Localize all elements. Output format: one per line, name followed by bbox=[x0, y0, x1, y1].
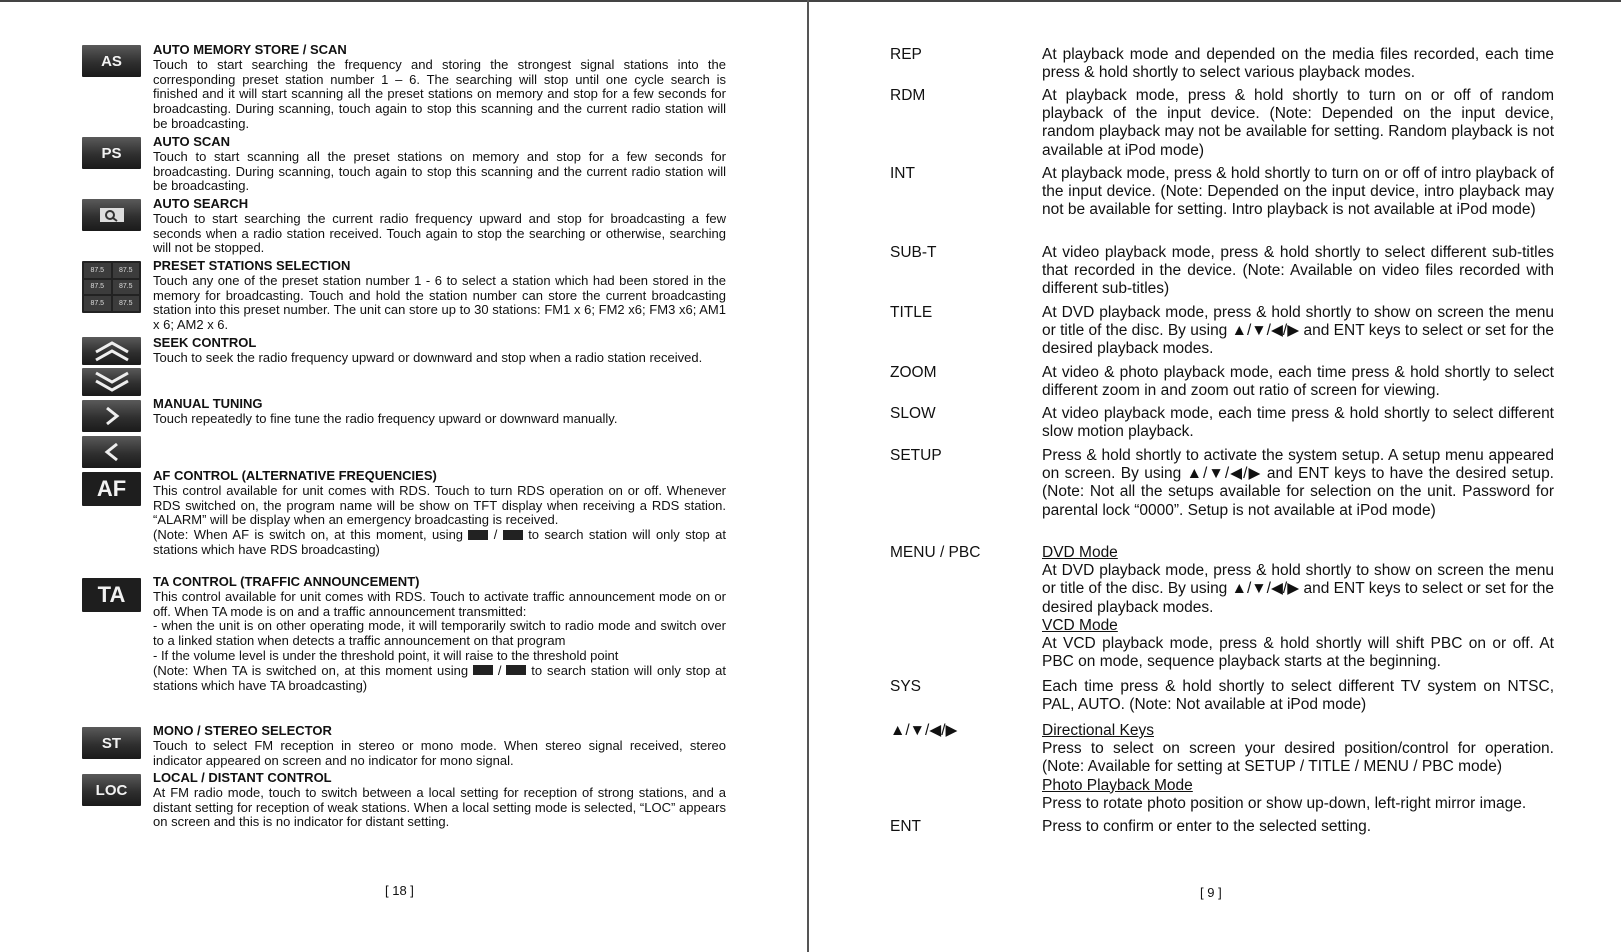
entry-text: Touch to select FM reception in stereo or mono mode. When stereo signal received, stereo indicator appeared on screen and no indicator for mono signal. bbox=[153, 737, 726, 768]
preset-label: 87.5 bbox=[84, 296, 111, 311]
row-desc bbox=[1042, 544, 1554, 671]
entry-title: MANUAL TUNING bbox=[153, 396, 263, 411]
entry-text: Touch to start scanning all the preset stations on memory and stop for a few seconds for broadcasting. During scanning, touch again to stop this scanning and the current radio station will be broadcasting. bbox=[153, 148, 726, 194]
row-text: Press to select on screen your desired position/control for operation. (Note: Available for setting at SETUP / TITLE / MENU / PBC mode) bbox=[1042, 740, 1554, 776]
row-desc bbox=[1042, 818, 1554, 836]
note-text: (Note: When AF is switch on, at this moment, using bbox=[153, 527, 469, 543]
seek-down-mini-icon bbox=[506, 665, 526, 675]
entry-title: AUTO SCAN bbox=[153, 134, 231, 149]
preset-label: 87.5 bbox=[113, 280, 140, 295]
row-text: Press to confirm or enter to the selected setting. bbox=[1042, 818, 1372, 835]
row-subheading: Photo Playback Mode bbox=[1042, 776, 1193, 794]
row-desc bbox=[1042, 244, 1554, 299]
entry-text: At FM radio mode, touch to switch between a local setting for reception of strong stations, and a distant setting for reception of weak stations. When a local setting mode is selected, “LOC” appears on screen and this is no indicator for distant setting. bbox=[153, 784, 726, 830]
as-icon: AS bbox=[82, 45, 141, 77]
st-icon: ST bbox=[82, 727, 141, 759]
entry-title: AF CONTROL (ALTERNATIVE FREQUENCIES) bbox=[153, 468, 437, 483]
tune-down-icon bbox=[82, 436, 141, 468]
entry-title: MONO / STEREO SELECTOR bbox=[153, 723, 332, 738]
row-key: RDM bbox=[890, 87, 926, 104]
row-subheading: VCD Mode bbox=[1042, 616, 1118, 634]
preset-station-icon bbox=[82, 261, 141, 313]
page-number: [ 18 ] bbox=[385, 883, 414, 898]
row-desc bbox=[1042, 678, 1554, 714]
row-subheading: Directional Keys bbox=[1042, 722, 1154, 739]
row-key: REP bbox=[890, 46, 922, 63]
ps-icon: PS bbox=[82, 137, 141, 169]
note-text: to search station will only stop at stations which have RDS broadcasting) bbox=[153, 527, 726, 557]
af-icon: AF bbox=[82, 472, 141, 506]
row-text: At video & photo playback mode, each time press & hold shortly to select different zoom in and zoom out ratio of screen for viewing. bbox=[1042, 364, 1554, 400]
search-icon bbox=[82, 199, 141, 231]
entry-title: TA CONTROL (TRAFFIC ANNOUNCEMENT) bbox=[153, 574, 420, 589]
preset-label: 87.5 bbox=[113, 296, 140, 311]
row-key: SYS bbox=[890, 678, 922, 695]
slash: / bbox=[488, 527, 503, 543]
row-text: Press to rotate photo position or show up-down, left-right mirror image. bbox=[1042, 794, 1527, 812]
entry-auto-memory bbox=[153, 43, 726, 132]
preset-label: 87.5 bbox=[84, 280, 111, 295]
entry-ta bbox=[153, 575, 726, 693]
row-key: SETUP bbox=[890, 447, 942, 464]
entry-auto-search bbox=[153, 197, 726, 256]
note-text: to search station will only stop at stations which have TA broadcasting) bbox=[153, 662, 727, 693]
row-key: ENT bbox=[890, 818, 921, 835]
row-key: MENU / PBC bbox=[890, 544, 981, 561]
row-key: SUB-T bbox=[890, 244, 937, 261]
row-desc bbox=[1042, 87, 1554, 160]
row-key: SLOW bbox=[890, 405, 936, 422]
row-subheading: DVD Mode bbox=[1042, 544, 1118, 561]
entry-af bbox=[153, 469, 726, 558]
row-desc bbox=[1042, 304, 1554, 359]
left-page bbox=[0, 0, 808, 952]
seek-up-icon bbox=[82, 337, 141, 365]
ta-icon: TA bbox=[82, 578, 141, 612]
row-desc bbox=[1042, 405, 1554, 441]
page-number: [ 9 ] bbox=[1200, 885, 1222, 900]
entry-title: PRESET STATIONS SELECTION bbox=[153, 258, 351, 273]
row-text: Each time press & hold shortly to select different TV system on NTSC, PAL, AUTO. (Note: Not available at iPod mode) bbox=[1042, 678, 1554, 714]
entry-note bbox=[153, 664, 726, 694]
row-text: At DVD playback mode, press & hold shortly to show on screen the menu or title of the disc. By using ▲/▼/◀/▶ and ENT keys to select or set for the desired playback modes. bbox=[1042, 562, 1554, 616]
entry-text: - If the volume level is under the threshold point, it will raise to the threshold point bbox=[153, 647, 619, 663]
row-text: At playback mode, press & hold shortly to turn on or off of intro playback of the input device. (Note: Depended on the input device, intro playback may not be available for setting. Intro playback is not available at iPod mode) bbox=[1042, 165, 1554, 219]
row-text: At DVD playback mode, press & hold shortly to show on screen the menu or title of the disc. By using ▲/▼/◀/▶ and ENT keys to select or set for the desired playback modes. bbox=[1042, 304, 1554, 358]
entry-seek bbox=[153, 336, 726, 366]
tune-up-icon bbox=[82, 400, 141, 432]
row-text: At video playback mode, each time press & hold shortly to select different slow motion playback. bbox=[1042, 405, 1554, 441]
seek-up-mini-icon bbox=[468, 530, 488, 540]
row-desc bbox=[1042, 46, 1554, 82]
row-text: At video playback mode, press & hold shortly to select different sub-titles that recorded in the device. (Note: Available on video files recorded with different sub-titles) bbox=[1042, 244, 1554, 298]
entry-title: AUTO MEMORY STORE / SCAN bbox=[153, 42, 347, 57]
row-text: Press & hold shortly to activate the system setup. A setup menu appeared on screen. By using ▲/▼/◀/▶ and ENT keys to have the desired setup. (Note: Not all the setups available for selection on the unit. Password for parental lock “0000”. Setup is not available at iPod mode) bbox=[1042, 447, 1554, 519]
row-desc bbox=[1042, 364, 1554, 400]
entry-mono-stereo bbox=[153, 724, 726, 768]
row-desc bbox=[1042, 447, 1554, 520]
entry-text: Touch to start searching the current radio frequency upward and stop for broadcasting a few seconds when a radio station received. Touch again to stop the searching or otherwise, searching will not be stopped. bbox=[153, 210, 726, 256]
preset-label: 87.5 bbox=[113, 263, 140, 278]
entry-text: Touch repeatedly to fine tune the radio frequency upward or downward manually. bbox=[153, 410, 618, 426]
entry-text: - when the unit is on other operating mode, it will temporarily switch to radio mode and switch over to a linked station when detects a traffic announcement on that program bbox=[153, 618, 726, 649]
entry-text: Touch to seek the radio frequency upward or downward and stop when a radio station received. bbox=[153, 349, 703, 365]
row-text: At playback mode, press & hold shortly to turn on or off of random playback of the input device. (Note: Depended on the input device, random playback may not be available for setting. Random playback is not available at iPod mode) bbox=[1042, 87, 1554, 159]
entry-auto-scan bbox=[153, 135, 726, 194]
entry-text: Touch any one of the preset station number 1 - 6 to select a station which had been stored in the memory for broadcasting. Touch and hold the station number can store the current broadcasting station into this preset number. The unit can store up to 30 stations: FM1 x 6; FM2 x6; FM3 x6; AM1 x 6; AM2 x 6. bbox=[153, 272, 726, 333]
right-page bbox=[810, 0, 1621, 952]
row-key: TITLE bbox=[890, 304, 933, 321]
entry-local-distant bbox=[153, 771, 726, 830]
entry-title: SEEK CONTROL bbox=[153, 335, 257, 350]
entry-manual-tuning bbox=[153, 397, 726, 427]
row-key: ZOOM bbox=[890, 364, 937, 381]
entry-preset bbox=[153, 259, 726, 333]
entry-title: AUTO SEARCH bbox=[153, 196, 249, 211]
entry-text: Touch to start searching the frequency and storing the strongest signal stations into the corresponding preset station number 1 – 6. The searching will stop until one cycle search is finished and it will start scanning all the preset stations on memory and stop for a few seconds for broadcasting. During scanning, touch again to stop this scanning and the current radio station will be broadcasting. bbox=[153, 56, 726, 131]
row-desc bbox=[1042, 722, 1554, 813]
seek-down-mini-icon bbox=[503, 530, 523, 540]
loc-icon: LOC bbox=[82, 774, 141, 806]
row-key: INT bbox=[890, 165, 915, 182]
entry-text: This control available for unit comes with RDS. Touch to activate traffic announcement mode on or off. When TA mode is on and a traffic announcement transmitted: bbox=[153, 588, 726, 619]
slash: / bbox=[493, 662, 507, 678]
entry-title: LOCAL / DISTANT CONTROL bbox=[153, 770, 332, 785]
note-text: (Note: When TA is switched on, at this moment using bbox=[153, 662, 473, 678]
preset-label: 87.5 bbox=[84, 263, 111, 278]
entry-note bbox=[153, 528, 726, 558]
seek-up-mini-icon bbox=[473, 665, 493, 675]
row-desc bbox=[1042, 165, 1554, 220]
entry-text: This control available for unit comes with RDS. Touch to turn RDS operation on or off. Whenever RDS switched on, the program name will be show on TFT display when receiving a RDS station. “ALARM” will be display when an emergency broadcasting is received. bbox=[153, 482, 726, 528]
row-text: At VCD playback mode, press & hold shortly will shift PBC on or off. At PBC on mode, sequence playback starts at the beginning. bbox=[1042, 635, 1554, 671]
seek-down-icon bbox=[82, 368, 141, 396]
row-key: ▲/▼/◀/▶ bbox=[890, 722, 958, 739]
row-text: At playback mode and depended on the media files recorded, each time press & hold shortly to select various playback modes. bbox=[1042, 46, 1554, 82]
